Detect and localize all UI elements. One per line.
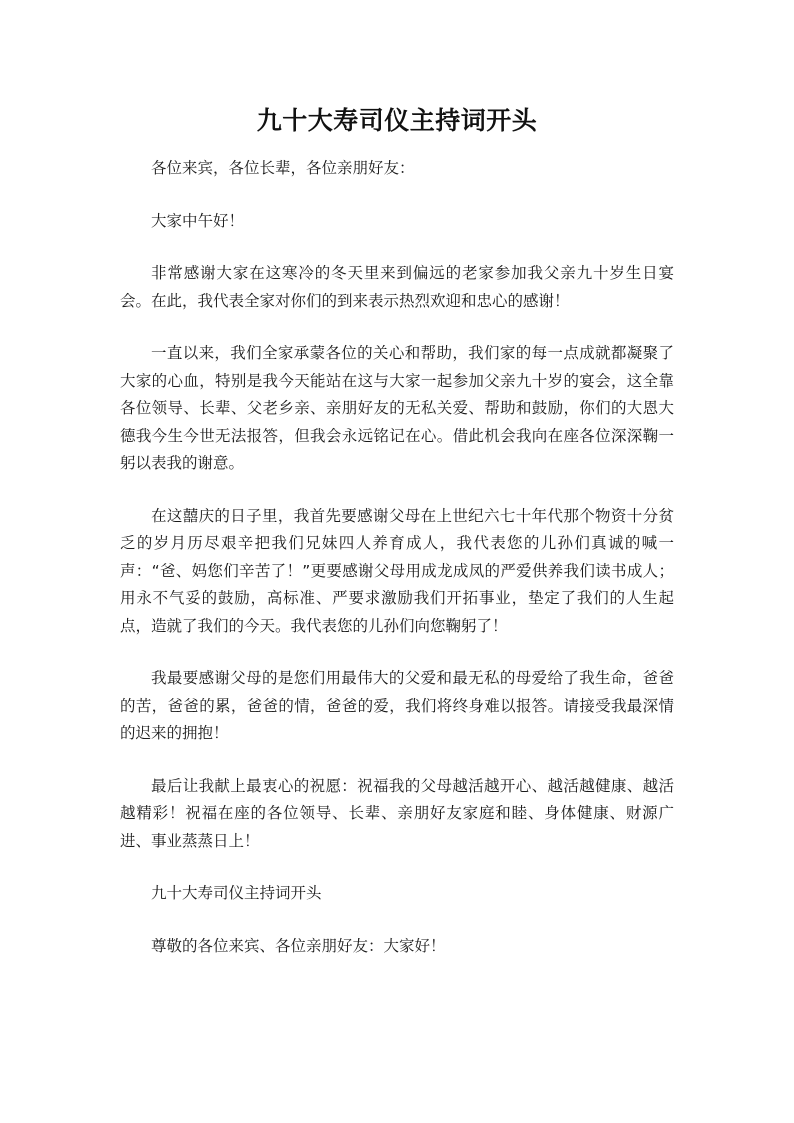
paragraph-thanks: 非常感谢大家在这寒冷的冬天里来到偏远的老家参加我父亲九十岁生日宴会。在此，我代表全家对你们的到来表示热烈欢迎和忠心的感谢！ (120, 264, 674, 310)
document-title: 九十大寿司仪主持词开头 (256, 106, 538, 135)
paragraph-parents-thanks: 在这囍庆的日子里，我首先要感谢父母在上世纪六七十年代那个物资十分贫乏的岁月历尽艰辛把我们兄妹四人养育成人，我代表您的儿孙们真诚的喊一声：“爸、妈您们辛苦了！”更要感谢父母用成龙成凤的严爱供养我们读书成人；用永不气妥的鼓励，高标准、严要求激励我们开拓事业，垫定了我们的人生起点，造就了我们的今天。我代表您的儿孙们向您鞠躬了！ (120, 506, 674, 635)
paragraph-greeting: 各位来宾，各位长辈，各位亲朋好友： (151, 159, 415, 177)
paragraph-wishes: 最后让我献上最衷心的祝愿：祝福我的父母越活越开心、越活越健康、越活越精彩！祝福在座的各位领导、长辈、亲朋好友家庭和睦、身体健康、财源广进、事业蒸蒸日上！ (120, 776, 674, 850)
paragraph-love: 我最要感谢父母的是您们用最伟大的父爱和最无私的母爱给了我生命，爸爸的苦，爸爸的累，爸爸的情，爸爸的爱，我们将终身难以报答。请接受我最深情的迟来的拥抱！ (120, 669, 674, 742)
paragraph-subheading: 九十大寿司仪主持词开头 (151, 884, 322, 902)
paragraph-gratitude: 一直以来，我们全家承蒙各位的关心和帮助，我们家的每一点成就都凝聚了大家的心血，特别是我今天能站在这与大家一起参加父亲九十岁的宴会，这全靠各位领导、长辈、父老乡亲、亲朋好友的无私关爱、帮助和鼓励，你们的大恩大德我今生今世无法报答，但我会永远铭记在心。借此机会我向在座各位深深鞠一躬以表我的谢意。 (120, 344, 674, 472)
paragraph-good-afternoon: 大家中午好！ (151, 211, 245, 230)
paragraph-second-greeting: 尊敬的各位来宾、各位亲朋好友：大家好！ (151, 936, 446, 955)
